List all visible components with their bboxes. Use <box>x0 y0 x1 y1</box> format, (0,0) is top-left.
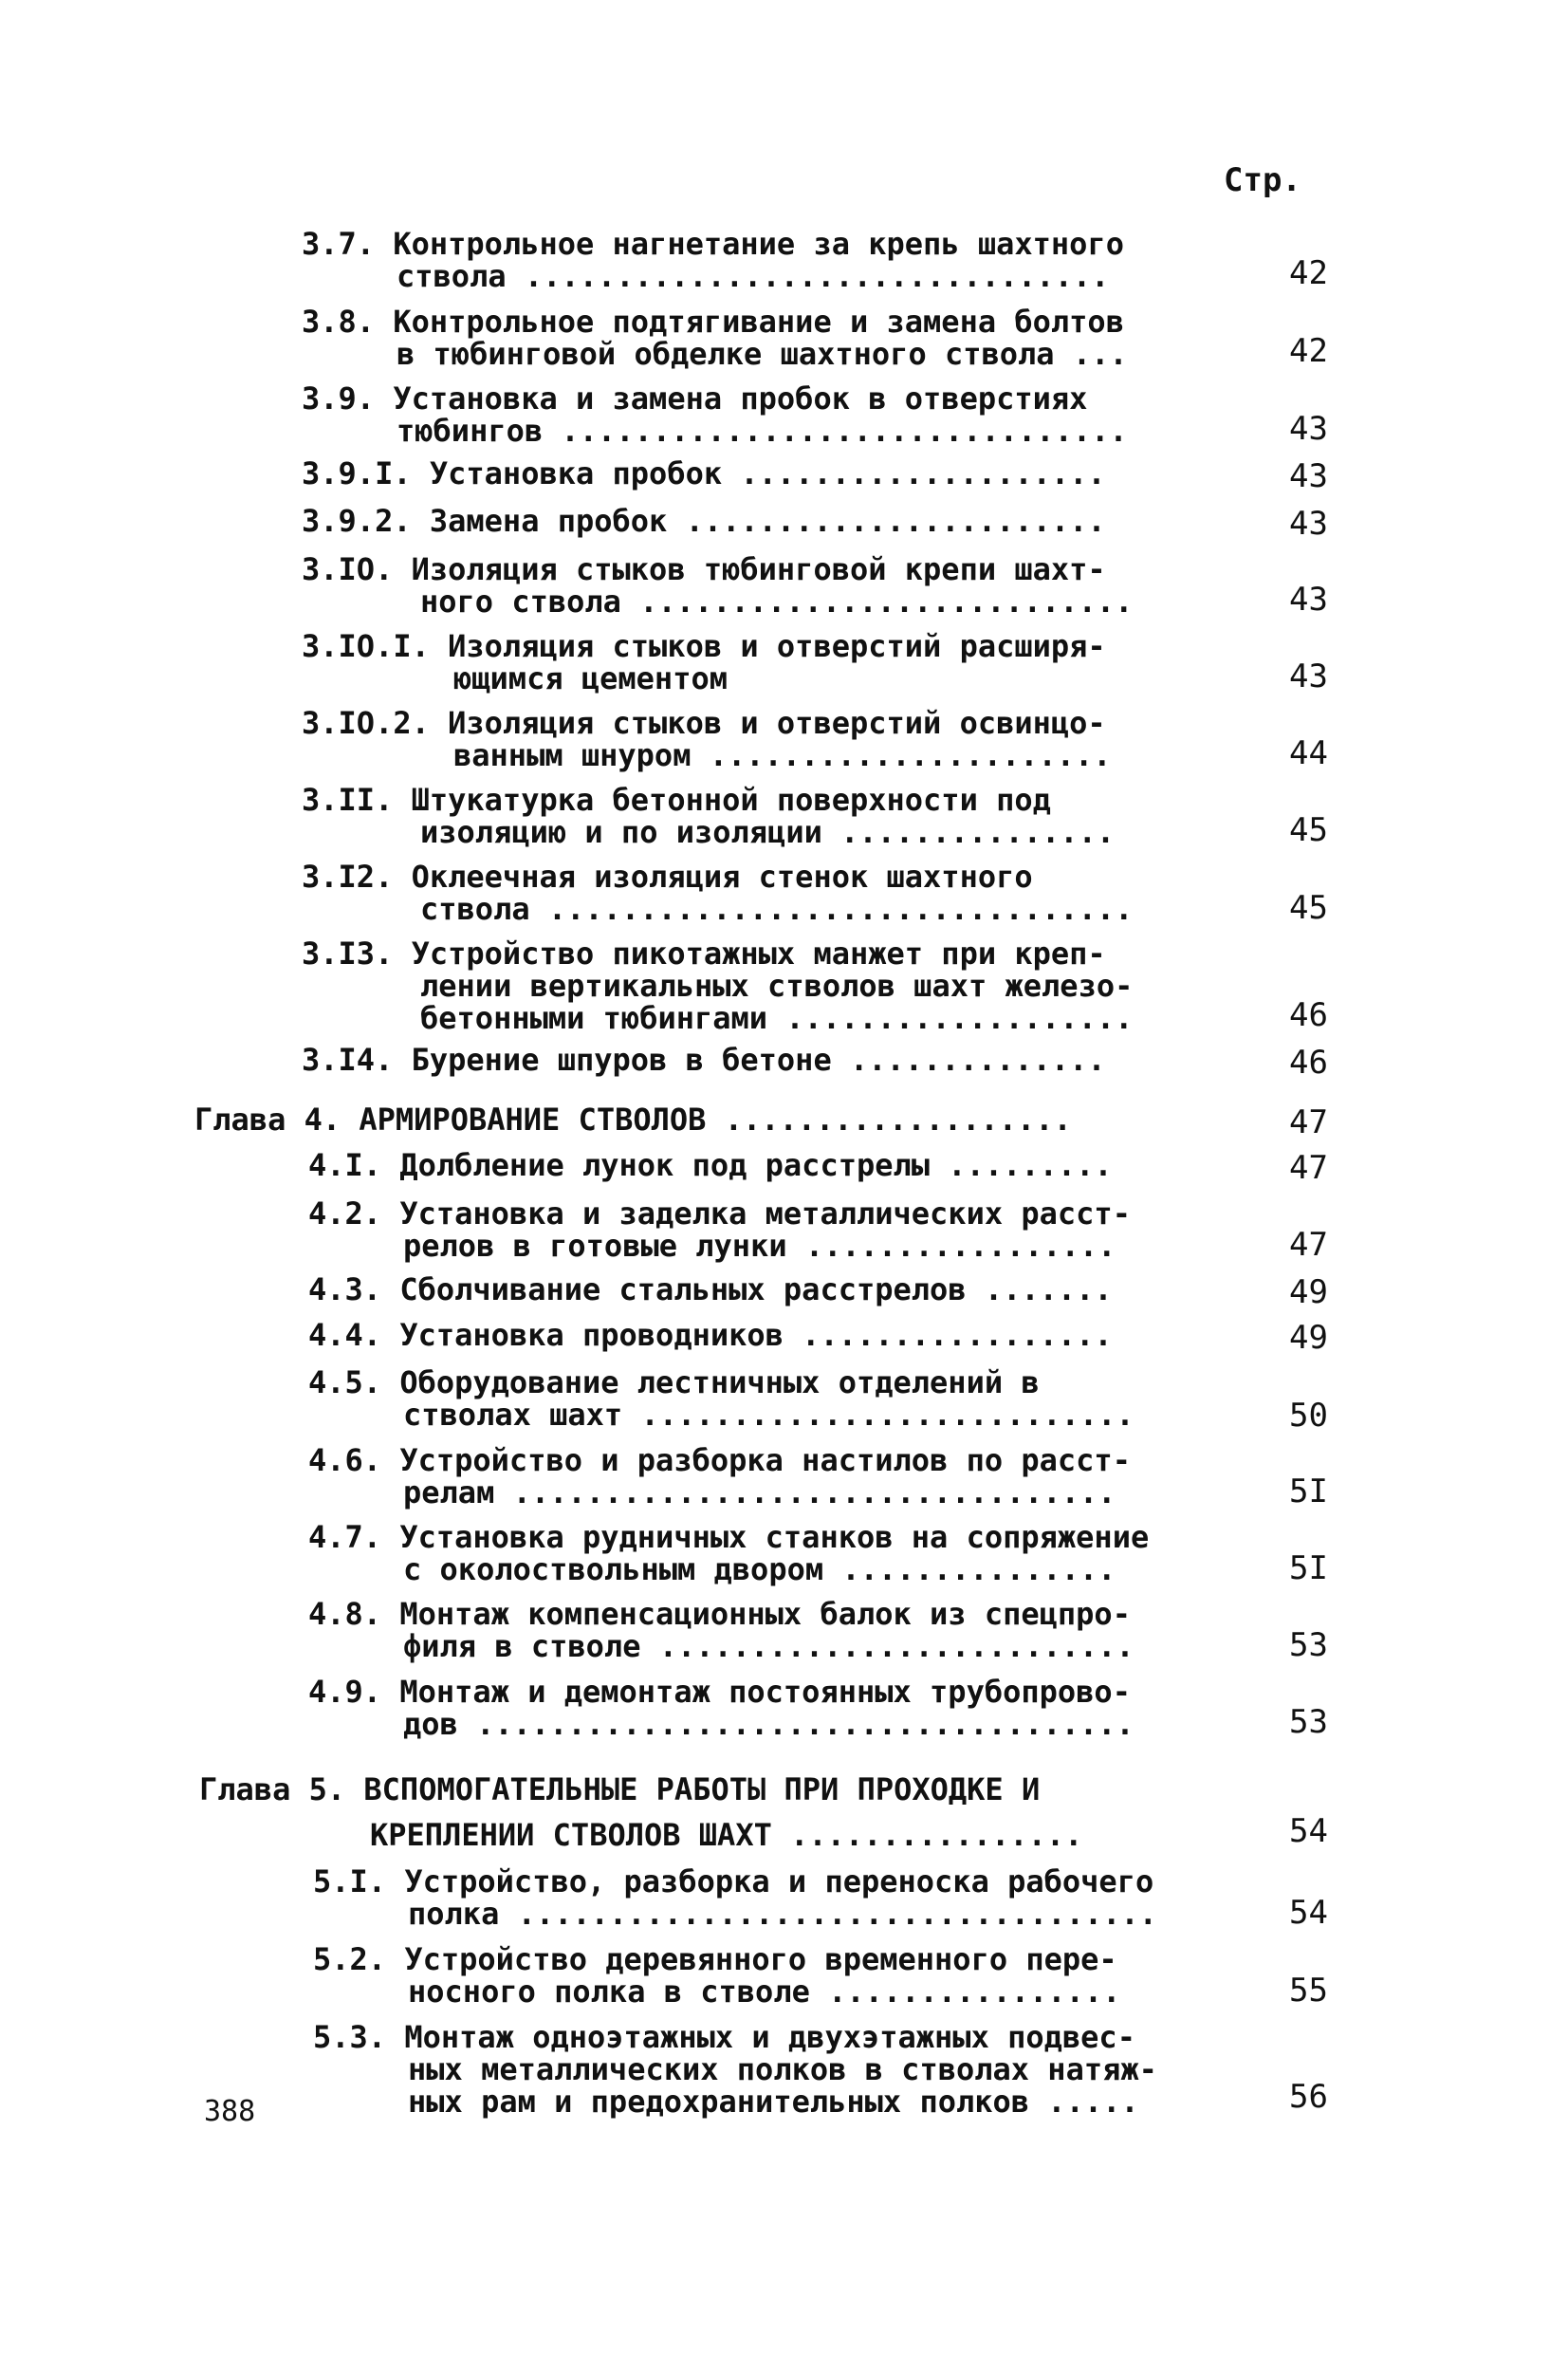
entry-title-line: Установка проводников ................. <box>399 1317 1113 1353</box>
entry-title-line: Установка и заделка металлических расст- <box>399 1195 1131 1232</box>
entry-page: 44 <box>1289 734 1328 772</box>
toc-entry <box>302 228 1124 292</box>
entry-title-line: Установка и замена пробок в отверстиях <box>393 380 1088 417</box>
entry-title-line: ных металлических полков в стволах натяж- <box>408 2051 1157 2087</box>
entry-title-line: ствола ................................ <box>420 891 1134 927</box>
entry-title-line: тюбингов ............................... <box>397 413 1128 449</box>
entry-number: 3.IO. <box>302 551 394 587</box>
entry-title-line: Оклеечная изоляция стенок шахтного <box>411 859 1033 895</box>
entry-title-line: Монтаж одноэтажных и двухэтажных подвес- <box>404 2019 1135 2055</box>
entry-title-line: Контрольное подтягивание и замена болтов <box>393 304 1124 340</box>
entry-page: 53 <box>1289 1703 1328 1741</box>
toc-entry <box>308 1197 1131 1262</box>
entry-page: 46 <box>1289 996 1328 1034</box>
entry-title-line: ванным шнуром ...................... <box>453 737 1112 773</box>
entry-number: 4.9. <box>308 1674 382 1710</box>
entry-title-line: филя в стволе .......................... <box>403 1628 1134 1664</box>
toc-entry <box>313 1943 1120 2008</box>
entry-number: 3.8. <box>302 304 376 340</box>
toc-entry <box>302 382 1128 447</box>
entry-title-line: Устройство, разборка и переноска рабочего <box>404 1863 1154 1899</box>
toc-entry <box>313 2021 1157 2118</box>
entry-title-line: релов в готовые лунки ................. <box>403 1228 1116 1264</box>
entry-number: 5.3. <box>313 2019 387 2055</box>
page-number: 388 <box>204 2095 256 2128</box>
entry-page: 45 <box>1289 889 1328 927</box>
entry-page: 49 <box>1289 1273 1328 1311</box>
entry-title-line: Изоляция стыков тюбинговой крепи шахт- <box>411 551 1106 587</box>
toc-entry <box>302 505 1106 537</box>
page-column-header: Стр. <box>1224 161 1301 199</box>
toc-entry <box>302 1044 1106 1076</box>
entry-page: 54 <box>1289 1812 1328 1850</box>
entry-number: 3.I4. <box>302 1042 394 1078</box>
entry-page: 50 <box>1289 1397 1328 1435</box>
entry-number: 3.9.I. <box>302 455 412 491</box>
entry-title-line: Штукатурка бетонной поверхности под <box>411 782 1051 818</box>
entry-number: 4.5. <box>308 1364 382 1400</box>
entry-title-line: в тюбинговой обделке шахтного ствола ... <box>397 336 1128 372</box>
toc-entry <box>308 1676 1134 1740</box>
chapter-heading <box>194 1103 1072 1136</box>
entry-number: 4.7. <box>308 1519 382 1555</box>
entry-page: 47 <box>1289 1226 1328 1264</box>
entry-title-line: бетонными тюбингами ................... <box>420 1000 1134 1036</box>
entry-title-line: релам ................................. <box>403 1474 1116 1510</box>
entry-page: 43 <box>1289 410 1328 448</box>
toc-entry <box>308 1598 1134 1662</box>
toc-entry <box>313 1865 1157 1930</box>
entry-page: 47 <box>1289 1149 1328 1187</box>
entry-title-line: Устройство и разборка настилов по расст- <box>399 1442 1131 1478</box>
entry-title-line: дов .................................... <box>403 1706 1134 1742</box>
entry-title-line: ного ствола ........................... <box>420 584 1134 620</box>
entry-page: 46 <box>1289 1044 1328 1082</box>
entry-title-line: Установка пробок .................... <box>429 455 1106 491</box>
entry-number: 4.8. <box>308 1596 382 1632</box>
chapter-number: Глава 4. <box>194 1102 341 1138</box>
entry-title-line: ющимся цементом <box>453 660 728 696</box>
entry-number: 4.4. <box>308 1317 382 1353</box>
entry-number: 3.I3. <box>302 936 394 972</box>
chapter-heading <box>199 1767 1082 1858</box>
toc-entry <box>302 707 1112 771</box>
entry-number: 3.II. <box>302 782 394 818</box>
entry-title-line: стволах шахт ........................... <box>403 1397 1134 1433</box>
toc-entry <box>308 1521 1149 1585</box>
entry-number: 5.2. <box>313 1941 387 1977</box>
entry-page: 43 <box>1289 581 1328 619</box>
entry-title-line: ствола ................................ <box>397 258 1110 294</box>
entry-page: 5I <box>1289 1473 1328 1510</box>
entry-title-line: Монтаж компенсационных балок из спецпро- <box>399 1596 1131 1632</box>
toc-entry <box>308 1366 1134 1431</box>
entry-page: 43 <box>1289 457 1328 495</box>
entry-number: 3.9. <box>302 380 376 417</box>
entry-page: 56 <box>1289 2078 1328 2116</box>
toc-entry <box>302 630 1106 695</box>
toc-entry <box>308 1319 1113 1351</box>
entry-title-line: Замена пробок ....................... <box>429 503 1106 539</box>
entry-title-line: Изоляция стыков и отверстий расширя- <box>448 628 1106 664</box>
entry-number: 4.I. <box>308 1147 382 1183</box>
entry-title-line: Устройство деревянного временного пере- <box>404 1941 1117 1977</box>
entry-title-line: Установка рудничных станков на сопряжение <box>399 1519 1150 1555</box>
toc-entry <box>308 1273 1113 1306</box>
entry-page: 42 <box>1289 332 1328 370</box>
toc-entry <box>302 784 1115 848</box>
toc-entry <box>302 937 1133 1034</box>
entry-number: 4.6. <box>308 1442 382 1478</box>
entry-page: 47 <box>1289 1103 1328 1141</box>
chapter-number: Глава 5. <box>199 1771 346 1807</box>
entry-number: 3.9.2. <box>302 503 412 539</box>
entry-page: 54 <box>1289 1894 1328 1932</box>
entry-title-line: носного полка в стволе ................ <box>408 1973 1121 2010</box>
entry-number: 5.I. <box>313 1863 387 1899</box>
entry-title-line: Контрольное нагнетание за крепь шахтного <box>393 226 1124 262</box>
toc-entry <box>302 553 1133 618</box>
entry-title-line: Оборудование лестничных отделений в <box>399 1364 1040 1400</box>
entry-number: 3.IO.2. <box>302 705 430 741</box>
entry-page: 49 <box>1289 1319 1328 1357</box>
entry-page: 5I <box>1289 1549 1328 1587</box>
toc-entry <box>308 1149 1113 1181</box>
toc-entry <box>308 1444 1131 1509</box>
entry-title-line: ных рам и предохранительных полков ..... <box>408 2084 1139 2120</box>
entry-title-line: Монтаж и демонтаж постоянных трубопрово- <box>399 1674 1131 1710</box>
entry-page: 42 <box>1289 254 1328 292</box>
entry-title-line: Сболчивание стальных расстрелов ....... <box>399 1271 1113 1307</box>
toc-entry <box>302 457 1106 490</box>
entry-title-line: Долбление лунок под расстрелы ......... <box>399 1147 1113 1183</box>
entry-title-line: Бурение шпуров в бетоне .............. <box>411 1042 1106 1078</box>
entry-number: 4.2. <box>308 1195 382 1232</box>
entry-number: 3.I2. <box>302 859 394 895</box>
entry-page: 45 <box>1289 811 1328 849</box>
entry-number: 4.3. <box>308 1271 382 1307</box>
entry-number: 3.7. <box>302 226 376 262</box>
entry-title-line: Изоляция стыков и отверстий освинцо- <box>448 705 1106 741</box>
toc-entry <box>302 861 1133 925</box>
entry-title-line: ВСПОМОГАТЕЛЬНЫЕ РАБОТЫ ПРИ ПРОХОДКЕ И <box>363 1771 1041 1807</box>
entry-title-line: с околоствольным двором ............... <box>403 1551 1116 1587</box>
toc-entry <box>302 306 1128 370</box>
entry-page: 55 <box>1289 1972 1328 2010</box>
entry-title-line: лении вертикальных стволов шахт железо- <box>420 968 1134 1004</box>
entry-title-line: Устройство пикотажных манжет при креп- <box>411 936 1106 972</box>
entry-page: 43 <box>1289 505 1328 543</box>
entry-title-line: полка ................................... <box>408 1896 1157 1932</box>
entry-title-line: АРМИРОВАНИЕ СТВОЛОВ ................... <box>359 1102 1072 1138</box>
entry-page: 53 <box>1289 1626 1328 1664</box>
entry-title-line: изоляцию и по изоляции ............... <box>420 814 1116 850</box>
entry-title-line: КРЕПЛЕНИИ СТВОЛОВ ШАХТ ................ <box>370 1817 1083 1853</box>
entry-page: 43 <box>1289 658 1328 695</box>
entry-number: 3.IO.I. <box>302 628 430 664</box>
